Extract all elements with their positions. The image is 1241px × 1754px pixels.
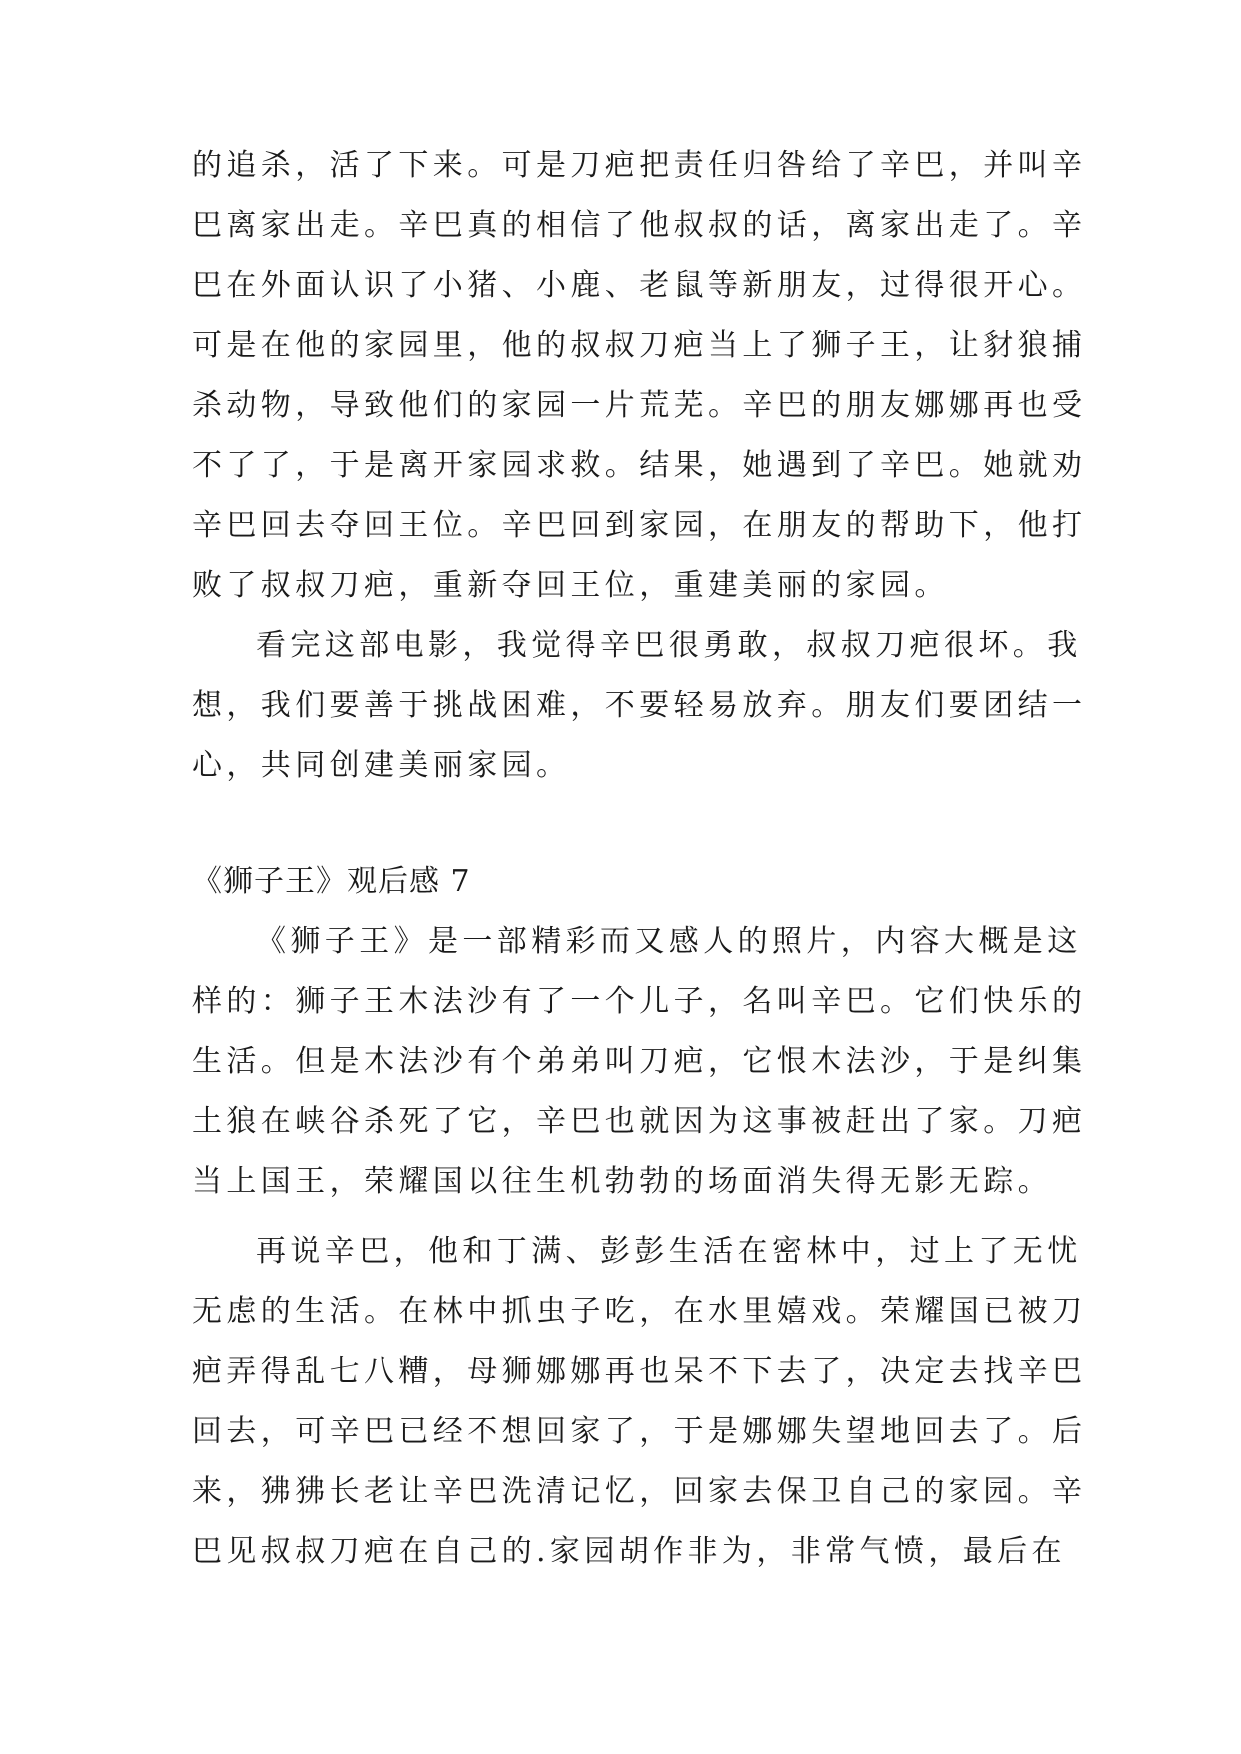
text-line: 样的：狮子王木法沙有了一个儿子，名叫辛巴。它们快乐的 <box>192 984 1087 1019</box>
text-line: 生活。但是木法沙有个弟弟叫刀疤，它恨木法沙，于是纠集 <box>192 1044 1087 1079</box>
text-line: 土狼在峡谷杀死了它，辛巴也就因为这事被赶出了家。刀疤 <box>192 1104 1087 1139</box>
text-line: 杀动物，导致他们的家园一片荒芜。辛巴的朋友娜娜再也受 <box>192 388 1087 423</box>
text-line: 辛巴回去夺回王位。辛巴回到家园，在朋友的帮助下，他打 <box>192 508 1087 543</box>
text-line: 心，共同创建美丽家园。 <box>192 748 571 783</box>
text-line: 可是在他的家园里，他的叔叔刀疤当上了狮子王，让豺狼捕 <box>192 328 1087 363</box>
text-line: 当上国王，荣耀国以往生机勃勃的场面消失得无影无踪。 <box>192 1164 1052 1199</box>
text-line: 再说辛巴，他和丁满、彭彭生活在密林中，过上了无忧 <box>256 1234 1082 1269</box>
text-line: 的追杀，活了下来。可是刀疤把责任归咎给了辛巴，并叫辛 <box>192 148 1087 183</box>
text-line: 不了了，于是离开家园求救。结果，她遇到了辛巴。她就劝 <box>192 448 1087 483</box>
section-title: 《狮子王》观后感 7 <box>192 864 471 899</box>
text-line: 《狮子王》是一部精彩而又感人的照片，内容大概是这 <box>256 924 1082 959</box>
text-line: 来，狒狒长老让辛巴洗清记忆，回家去保卫自己的家园。辛 <box>192 1474 1087 1509</box>
text-line: 败了叔叔刀疤，重新夺回王位，重建美丽的家园。 <box>192 568 949 603</box>
text-line: 巴离家出走。辛巴真的相信了他叔叔的话，离家出走了。辛 <box>192 208 1087 243</box>
text-line: 巴在外面认识了小猪、小鹿、老鼠等新朋友，过得很开心。 <box>192 268 1087 303</box>
text-line: 巴见叔叔刀疤在自己的.家园胡作非为，非常气愤，最后在 <box>192 1534 1066 1569</box>
text-line: 无虑的生活。在林中抓虫子吃，在水里嬉戏。荣耀国已被刀 <box>192 1294 1087 1329</box>
text-line: 回去，可辛巴已经不想回家了，于是娜娜失望地回去了。后 <box>192 1414 1087 1449</box>
text-line: 疤弄得乱七八糟，母狮娜娜再也呆不下去了，决定去找辛巴 <box>192 1354 1087 1389</box>
text-line: 看完这部电影，我觉得辛巴很勇敢，叔叔刀疤很坏。我 <box>256 628 1082 663</box>
text-line: 想，我们要善于挑战困难，不要轻易放弃。朋友们要团结一 <box>192 688 1087 723</box>
